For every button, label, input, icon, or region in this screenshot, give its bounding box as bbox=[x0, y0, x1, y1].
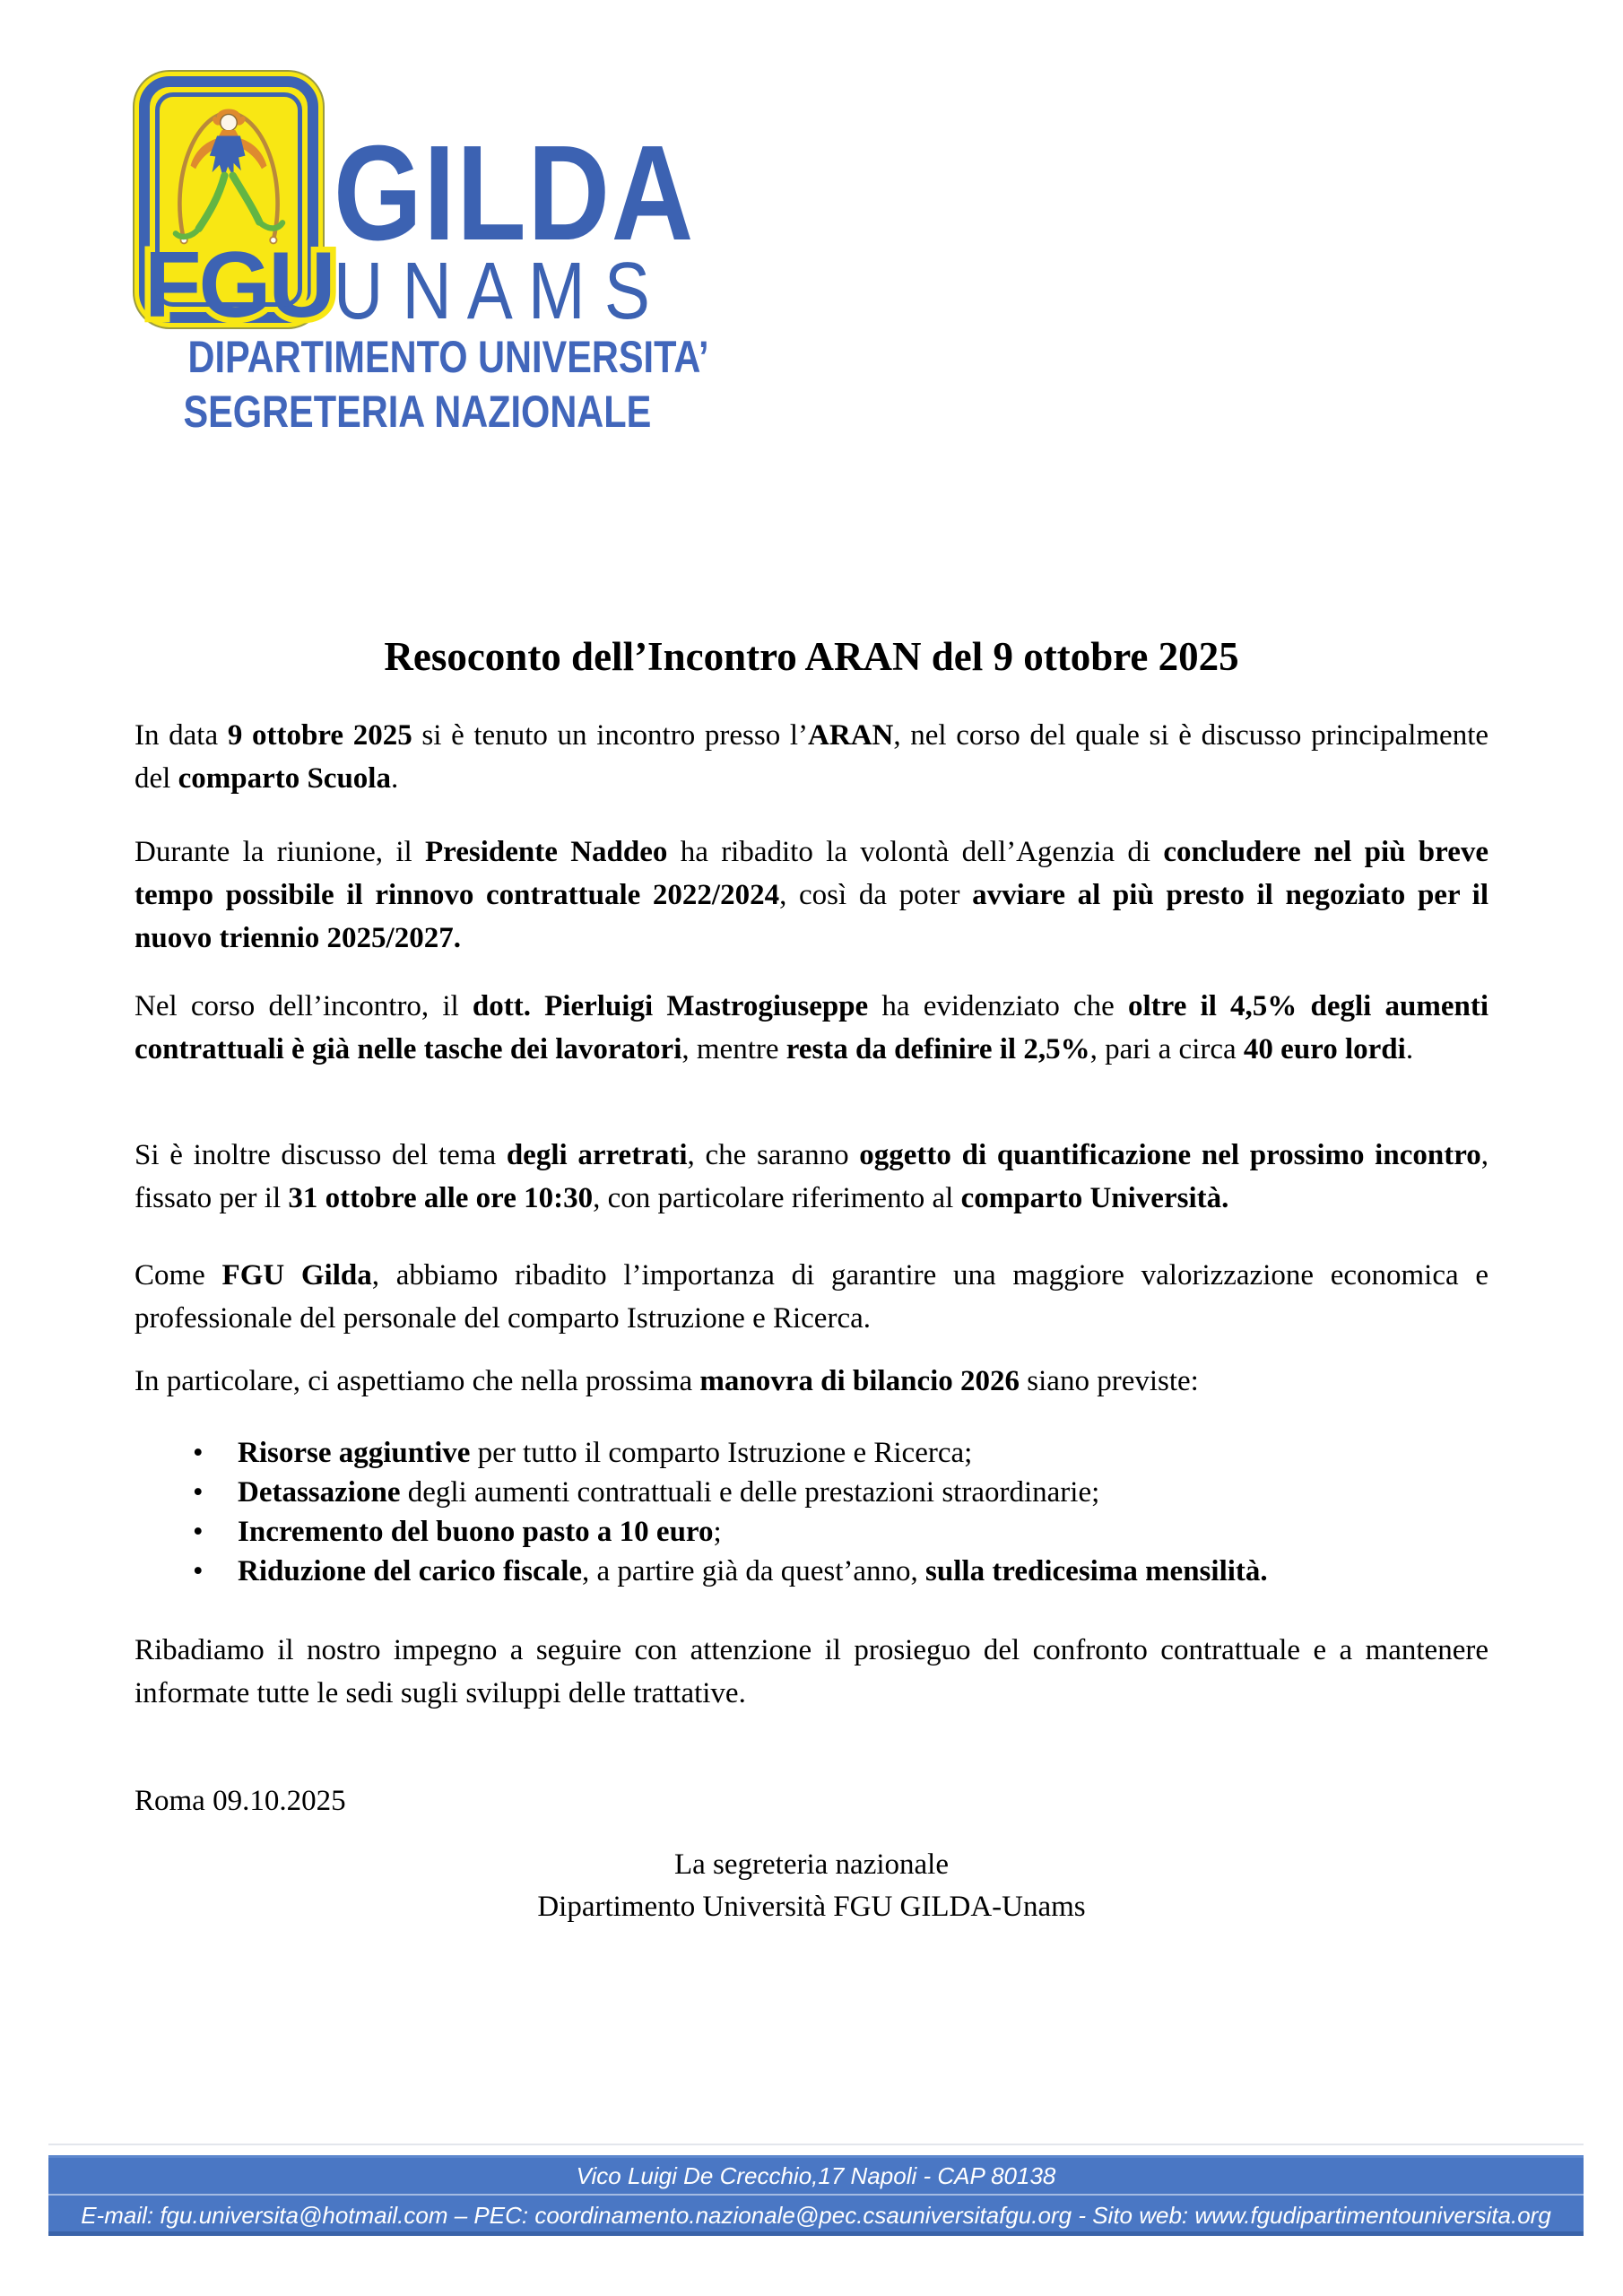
fgu-badge-text bbox=[137, 229, 339, 336]
list-item: • Risorse aggiuntive per tutto il comparto Istruzione e Ricerca; bbox=[238, 1433, 1592, 1473]
paragraph-naddeo: Durante la riunione, il Presidente Naddeo ha ribadito la volontà dell’Agenzia di concludere nel più breve tempo possibile il rinnovo contrattuale 2022/2024, così da poter avviare al più presto il negoziato per il nuovo triennio 2025/2027. bbox=[135, 836, 1488, 954]
dept-line1: DIPARTIMENTO UNIVERSITA’ bbox=[187, 332, 709, 382]
footer-divider-line bbox=[48, 2144, 1584, 2145]
paragraph-mastrogiuseppe: Nel corso dell’incontro, il dott. Pierluigi Mastrogiuseppe ha evidenziato che oltre il 4,5% degli aumenti contrattuali è già nelle tasche dei lavoratori, mentre resta da definire il 2,5%, pari a circa 40 euro lordi. bbox=[135, 990, 1488, 1065]
department-lines bbox=[135, 332, 709, 445]
place-date: Roma 09.10.2025 bbox=[135, 1785, 346, 1817]
brand-gilda-text: GILDA bbox=[334, 117, 695, 268]
requests-list bbox=[135, 1433, 1592, 1591]
jester-icon bbox=[159, 98, 299, 259]
fgu-text-glyphs: FGU bbox=[144, 233, 334, 337]
footer-bar bbox=[48, 2155, 1584, 2236]
paragraph-fgu-gilda: Come FGU Gilda, abbiamo ribadito l’importanza di garantire una maggiore valorizzazione economica e professionale del personale del comparto Istruzione e Ricerca. bbox=[135, 1259, 1488, 1335]
list-item: • Riduzione del carico fiscale, a partire già da quest’anno, sulla tredicesima mensilità. bbox=[238, 1552, 1592, 1591]
paragraph-manovra: In particolare, ci aspettiamo che nella prossima manovra di bilancio 2026 siano previste: bbox=[135, 1365, 1199, 1397]
paragraph-intro: In data 9 ottobre 2025 si è tenuto un incontro presso l’ARAN, nel corso del quale si è discusso principalmente del comparto Scuola. bbox=[135, 719, 1489, 795]
footer-address: Vico Luigi De Crecchio,17 Napoli - CAP 80138 bbox=[48, 2158, 1584, 2196]
fgu-logo-badge bbox=[139, 76, 334, 337]
signature-block bbox=[135, 1844, 1488, 1928]
footer-contacts: E-mail: fgu.universita@hotmail.com – PEC: coordinamento.nazionale@pec.csauniversitafgu.org - Sito web: www.fgudipartimentouniversita.org bbox=[81, 2201, 1551, 2229]
signature-line1: La segreteria nazionale bbox=[674, 1848, 949, 1881]
list-item: • Incremento del buono pasto a 10 euro; bbox=[238, 1512, 1592, 1552]
signature-line2: Dipartimento Università FGU GILDA-Unams bbox=[537, 1891, 1086, 1923]
dept-line2: SEGRETERIA NAZIONALE bbox=[183, 387, 651, 437]
document-title: Resoconto dell’Incontro ARAN del 9 ottobre 2025 bbox=[384, 634, 1239, 679]
brand-unams-text: U N A M S bbox=[334, 247, 650, 336]
paragraph-arretrati: Si è inoltre discusso del tema degli arretrati, che saranno oggetto di quantificazione nel prossimo incontro, fissato per il 31 ottobre alle ore 10:30, con particolare riferimento al comparto Università. bbox=[135, 1139, 1488, 1214]
paragraph-closing: Ribadiamo il nostro impegno a seguire con attenzione il prosieguo del confronto contrattuale e a mantenere informate tutte le sedi sugli sviluppi delle trattative. bbox=[135, 1634, 1488, 1709]
list-item: • Detassazione degli aumenti contrattuali e delle prestazioni straordinarie; bbox=[238, 1473, 1592, 1512]
